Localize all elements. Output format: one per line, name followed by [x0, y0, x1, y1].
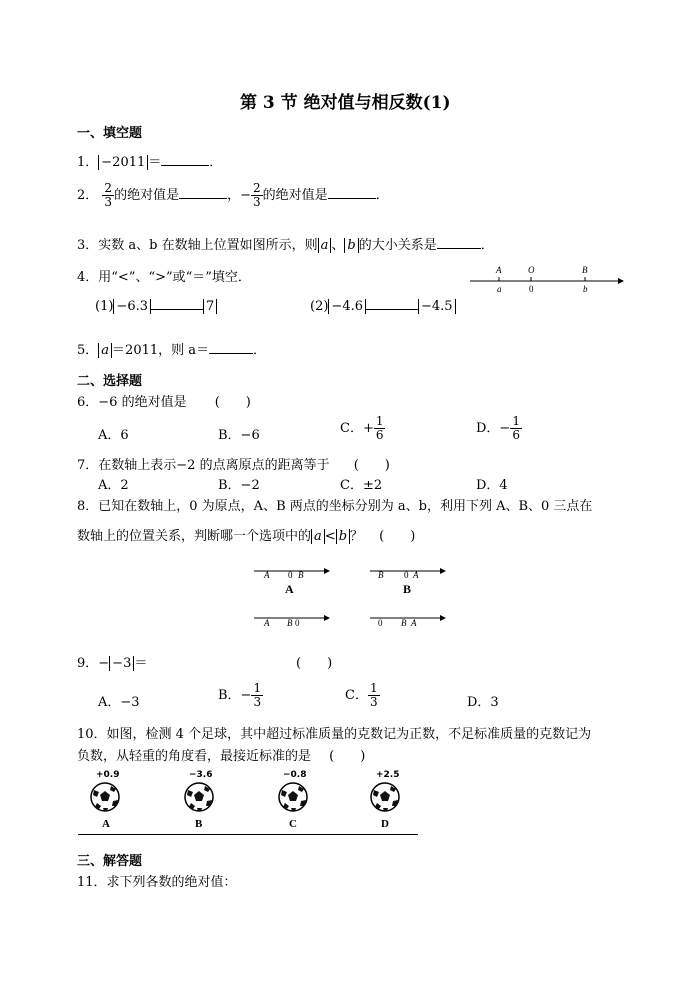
q9-option-B[interactable]: [218, 682, 263, 709]
q10-figure-underline: [78, 834, 418, 835]
q8-option-D-axis[interactable]: [368, 612, 448, 632]
question-6: [77, 391, 251, 410]
q6-option-C[interactable]: [340, 415, 385, 442]
q10-answer-paren[interactable]: ( ): [329, 749, 366, 764]
q9-eq: ＝: [134, 656, 148, 671]
q3-answer-blank[interactable]: [437, 236, 481, 249]
q2-text-1: 的绝对值是: [114, 188, 180, 203]
svg-text:B: B: [401, 618, 407, 628]
soccer-ball-icon-D[interactable]: [369, 781, 401, 815]
q10-line-1: 10．如图，检测 4 个足球，其中超过标准质量的克数记为正数，不足标准质量的克数记为: [77, 727, 592, 742]
q4-p2-blank[interactable]: [366, 297, 418, 310]
question-7: [77, 454, 390, 473]
q2-answer-blank-1[interactable]: [179, 186, 227, 199]
svg-text:A: A: [411, 618, 417, 628]
q8-label-B: B: [403, 582, 412, 596]
q10-text: 负数，从轻重的角度看，最接近标准的是: [77, 749, 312, 764]
q4-label-A: A: [496, 265, 502, 275]
q8-option-C-axis[interactable]: [252, 612, 332, 632]
q9-option-C[interactable]: [345, 682, 380, 709]
q9-option-D[interactable]: D．3: [467, 695, 499, 710]
q1-end: ．: [209, 155, 223, 170]
q9-answer-paren[interactable]: ( ): [296, 656, 333, 671]
q9-option-A[interactable]: A．−3: [98, 695, 140, 710]
q2-answer-blank-2[interactable]: [328, 186, 376, 199]
svg-text:B: B: [378, 570, 384, 580]
ball-B-value: −3.6: [189, 770, 213, 780]
q4-label-b: b: [583, 284, 588, 294]
q4-p1-blank[interactable]: [151, 297, 203, 310]
q5-answer-blank[interactable]: [209, 341, 253, 354]
question-5: [77, 339, 266, 358]
q3-sep: 、: [331, 238, 345, 253]
svg-text:B: B: [298, 570, 304, 580]
question-3: [77, 234, 494, 253]
q1-answer-blank[interactable]: [161, 153, 209, 166]
q8-line-1: 8．已知在数轴上，0 为原点，A、B 两点的坐标分别为 a、b，利用下列 A、B、0 三点在: [77, 499, 593, 514]
q6-answer-paren[interactable]: ( ): [214, 395, 251, 410]
q8-abs-b: b: [336, 529, 350, 544]
q4-part-1: [95, 297, 217, 314]
q7-option-A[interactable]: A．2: [98, 478, 129, 493]
q6-d-fraction: $\frac{1}{6}$: [512, 414, 520, 442]
question-11: 11．求下列各数的绝对值：: [77, 875, 237, 890]
ball-D-label: D: [381, 818, 389, 830]
q10-line-2: [77, 745, 365, 764]
q6-d-prefix: D．−: [476, 421, 511, 436]
question-2: [77, 182, 389, 209]
q5-text: ＝2011，则 a＝: [112, 343, 210, 358]
q6-option-B[interactable]: B．−6: [218, 428, 260, 443]
q4-label-O: O: [528, 265, 535, 275]
ball-D-value: +2.5: [376, 770, 400, 780]
q2-fraction-2: $\frac{2}{3}$: [252, 181, 261, 209]
q4-label-0: 0: [529, 284, 534, 294]
svg-text:0: 0: [378, 618, 383, 628]
q9-c-fraction: $\frac{1}{3}$: [369, 681, 378, 709]
q8-abs-a: a: [311, 529, 325, 544]
svg-text:A: A: [413, 570, 419, 580]
ball-C-value: −0.8: [283, 770, 307, 780]
section-choice: 二、选择题: [77, 374, 143, 389]
q6-c-fraction: $\frac{1}{6}$: [375, 414, 384, 442]
q3-end: ．: [480, 238, 494, 253]
svg-text:0: 0: [295, 618, 300, 628]
page-title: 第 3 节 绝对值与相反数(1): [240, 93, 451, 113]
q8-answer-paren[interactable]: ( ): [379, 529, 416, 544]
q7-option-C[interactable]: C．±2: [340, 478, 383, 493]
question-4: 4．用“<”、“>”或“＝”填空．: [77, 270, 251, 285]
svg-text:0: 0: [288, 570, 293, 580]
q8-lt: <: [324, 529, 336, 544]
q8-text: 数轴上的位置关系，判断哪一个选项中的: [77, 529, 312, 544]
q5-end: ．: [253, 343, 267, 358]
q9-prefix: 9．−: [77, 656, 110, 671]
q4-number-line: [470, 262, 626, 296]
soccer-ball-icon-A[interactable]: [89, 781, 121, 815]
q6-text: 6．−6 的绝对值是: [77, 395, 187, 410]
q9-b-prefix: B．−: [218, 688, 252, 703]
q8-option-A-axis[interactable]: [252, 562, 332, 596]
q8-line-2: [77, 525, 415, 544]
q2-text-3: 的绝对值是: [262, 188, 328, 203]
question-1: [77, 151, 222, 170]
q7-option-B[interactable]: B．−2: [218, 478, 260, 493]
q2-text-2: ，−: [227, 188, 251, 203]
q2-end: ．: [375, 188, 389, 203]
q4-p1-right: 7: [203, 299, 217, 314]
q5-number: 5．: [77, 343, 99, 358]
q4-label-B: B: [582, 265, 588, 275]
q6-option-D[interactable]: [476, 415, 522, 442]
q6-option-A[interactable]: A．6: [98, 428, 129, 443]
ball-A-value: +0.9: [96, 770, 120, 780]
q4-part-2: [310, 297, 456, 314]
q4-label-a: a: [497, 284, 502, 294]
q4-p2-left: −4.6: [328, 299, 366, 314]
q4-p1-label: (1): [95, 299, 114, 314]
q3-abs-b: b: [344, 238, 358, 253]
ball-B-label: B: [195, 818, 203, 830]
q1-abs-expr: −2011: [98, 155, 148, 170]
q8-label-A: A: [285, 582, 294, 596]
ball-C-label: C: [289, 818, 297, 830]
q1-number: 1．: [77, 155, 99, 170]
q7-answer-paren[interactable]: ( ): [353, 458, 390, 473]
q8-option-B-axis[interactable]: [368, 562, 448, 596]
q4-p2-right: −4.5: [418, 299, 456, 314]
q6-c-prefix: C．+: [340, 421, 374, 436]
q1-eq: ＝: [148, 155, 162, 170]
svg-text:A: A: [264, 570, 270, 580]
q2-number: 2．: [77, 188, 99, 203]
q9-abs-expr: −3: [109, 656, 134, 671]
svg-text:0: 0: [404, 570, 409, 580]
ball-A-label: A: [102, 818, 110, 830]
q3-tail: 的大小关系是: [358, 238, 437, 253]
q4-p2-label: (2): [310, 299, 329, 314]
question-9: [77, 652, 147, 671]
svg-text:A: A: [264, 618, 270, 628]
svg-text:B: B: [287, 618, 293, 628]
q7-option-D[interactable]: D．4: [476, 478, 508, 493]
q7-text: 7．在数轴上表示−2 的点离原点的距离等于: [77, 458, 330, 473]
q9-c-prefix: C．: [345, 688, 368, 703]
q3-abs-a: a: [318, 238, 332, 253]
q8-qmark: ？: [350, 529, 364, 544]
section-answer: 三、解答题: [77, 854, 143, 869]
section-fill-in: 一、填空题: [77, 126, 143, 141]
soccer-ball-icon-C[interactable]: [277, 781, 309, 815]
q5-abs-a: a: [98, 343, 112, 358]
q3-text: 3．实数 a、b 在数轴上位置如图所示，则: [77, 238, 318, 253]
q4-p1-left: −6.3: [113, 299, 151, 314]
q2-fraction-1: $\frac{2}{3}$: [104, 181, 113, 209]
q9-b-fraction: $\frac{1}{3}$: [253, 681, 262, 709]
soccer-ball-icon-B[interactable]: [183, 781, 215, 815]
